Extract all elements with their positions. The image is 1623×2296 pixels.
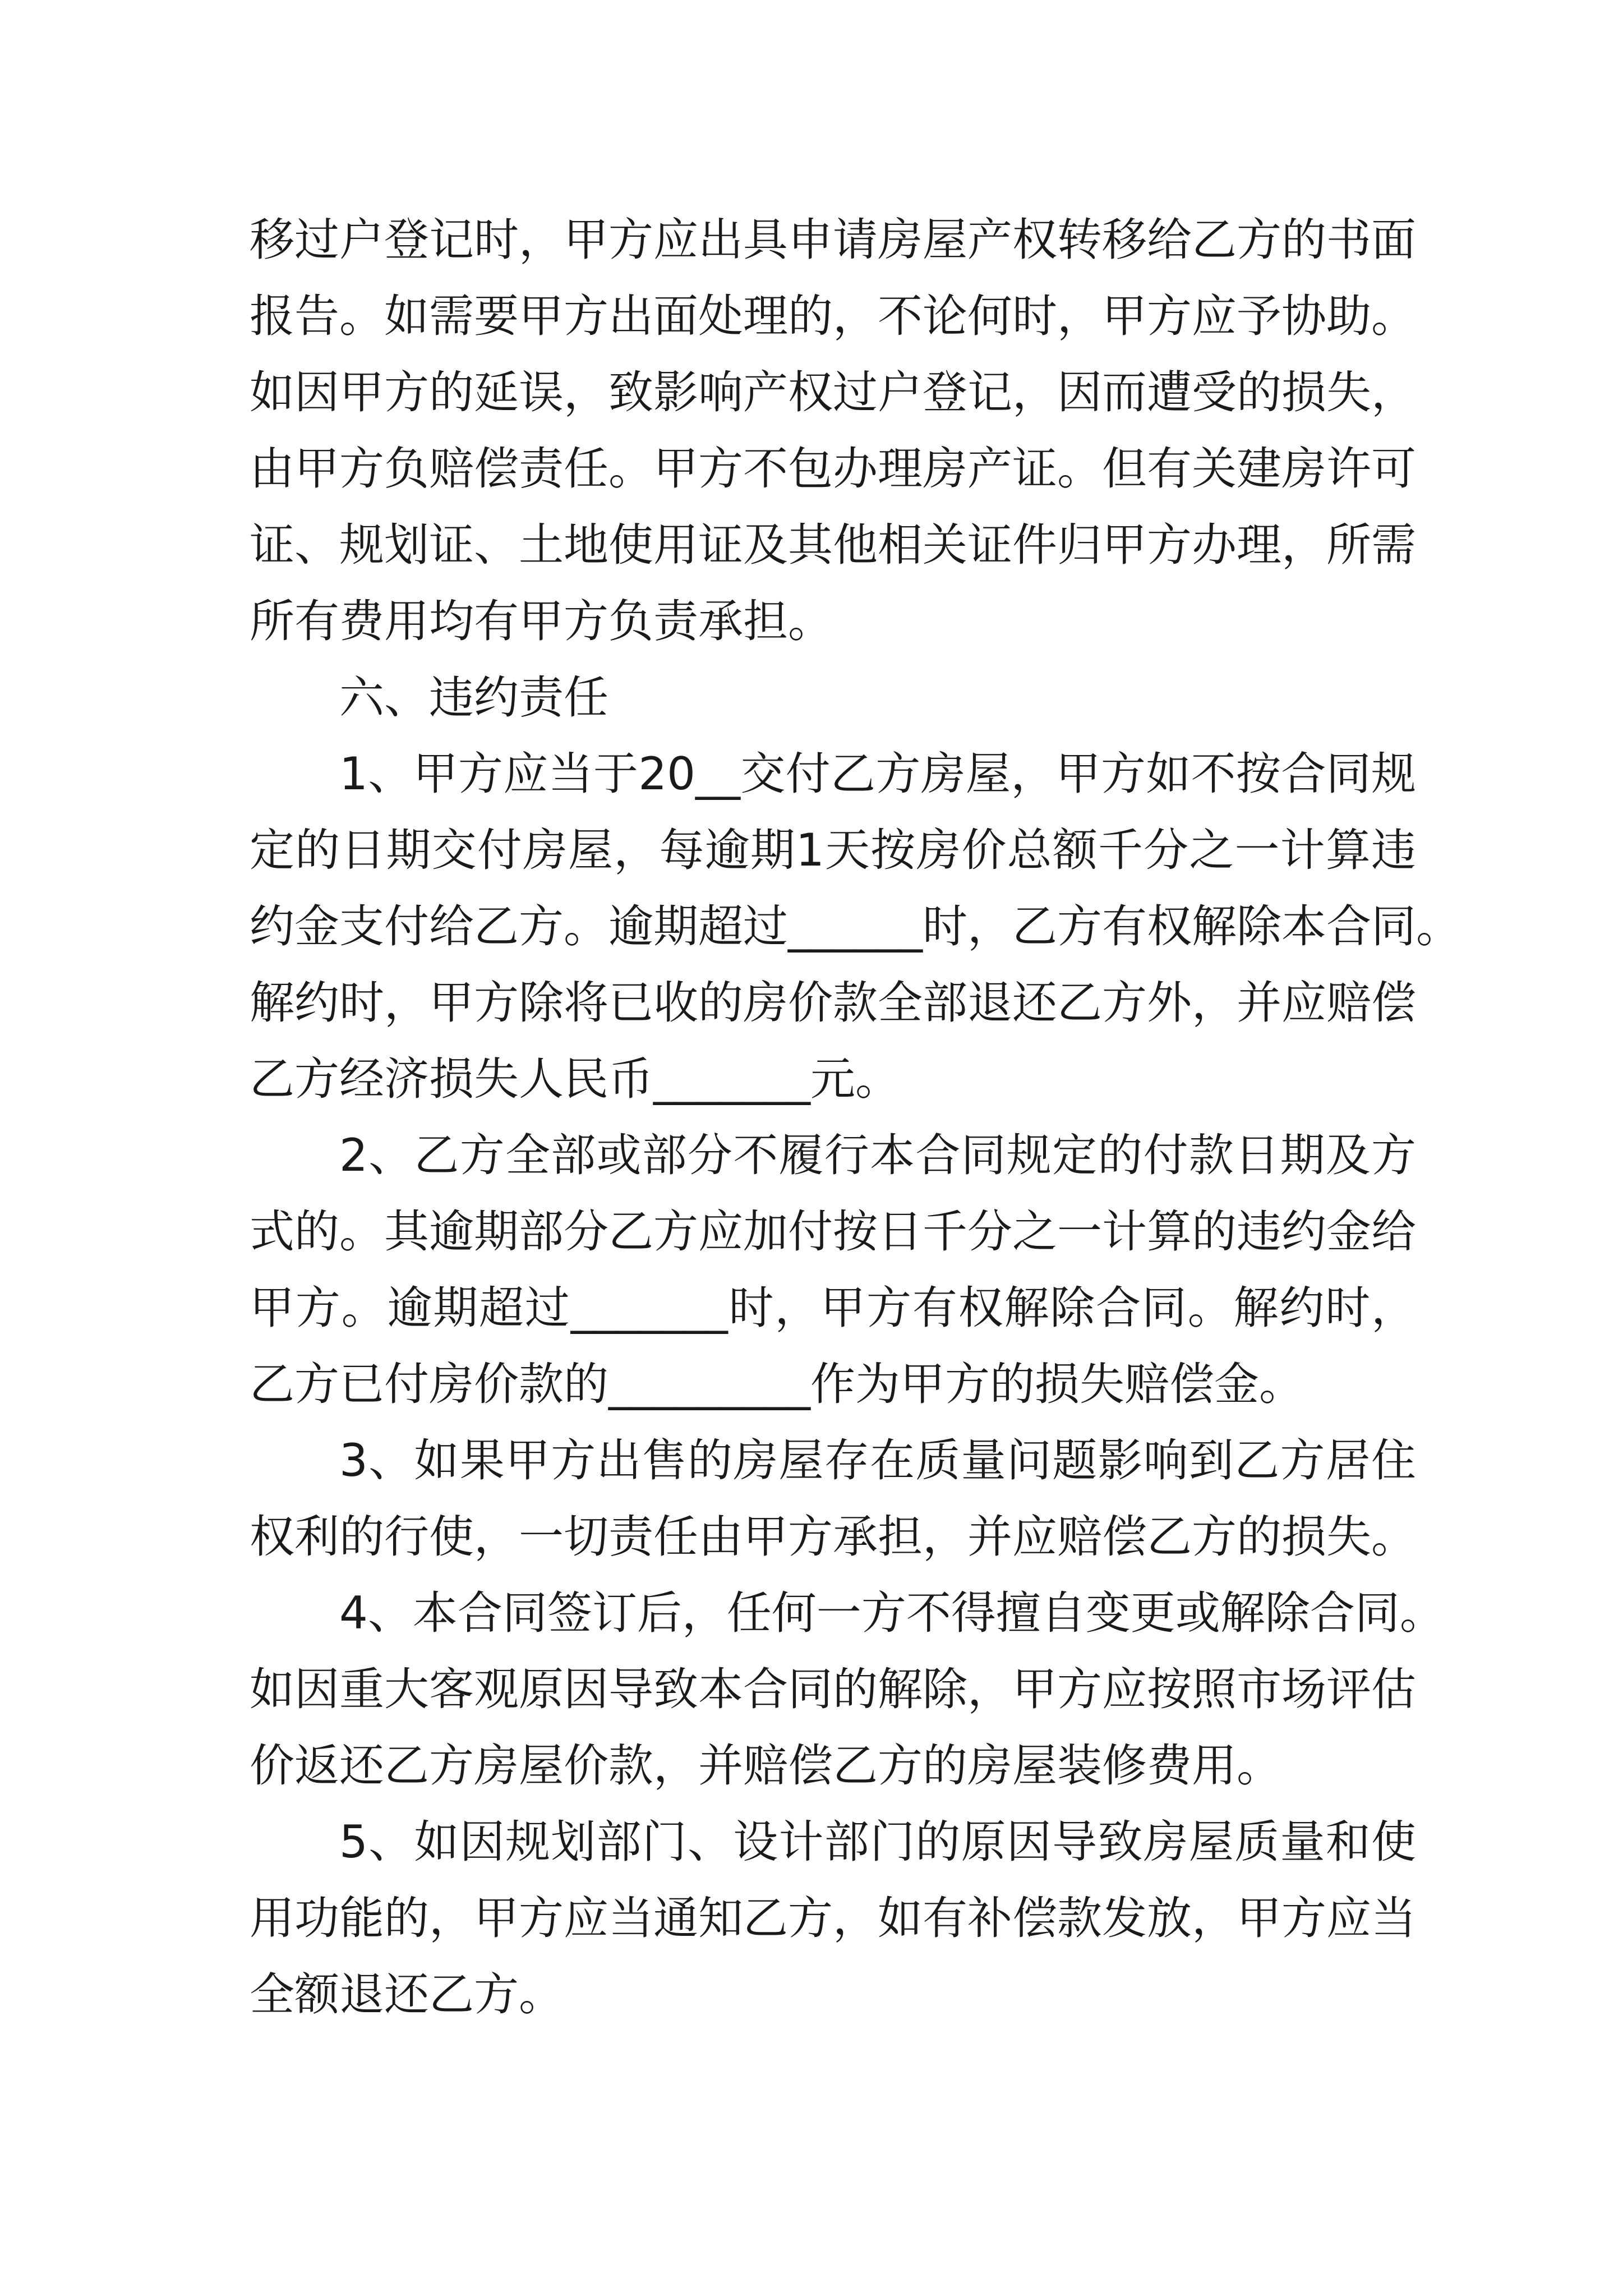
document-body [250,202,1461,2033]
text-line: 所有费用均有甲方负责承担。 [250,595,833,647]
text-line: 3、如果甲方出售的房屋存在质量问题影响到乙方居住 [339,1434,1416,1487]
paragraph-continuation [250,202,1416,660]
text-line: 甲方。逾期超过_______时，甲方有权解除合同。解约时， [250,1282,1416,1334]
text-line: 证、规划证、土地使用证及其他相关证件归甲方办理，所需 [250,519,1416,571]
clause-2 [250,1117,1416,1423]
text-line: 解约时，甲方除将已收的房价款全部退还乙方外，并应赔偿 [250,977,1416,1029]
text-line: 乙方已付房价款的_________作为甲方的损失赔偿金。 [250,1358,1304,1410]
text-line: 权利的行使，一切责任由甲方承担，并应赔偿乙方的损失。 [250,1511,1416,1563]
text-line: 价返还乙方房屋价款，并赔偿乙方的房屋装修费用。 [250,1740,1281,1792]
clause-4 [250,1575,1445,1804]
clause-3 [250,1423,1416,1575]
text-line: 由甲方负赔偿责任。甲方不包办理房产证。但有关建房许可 [250,443,1416,495]
text-line: 全额退还乙方。 [250,1968,564,2021]
text-line: 报告。如需要甲方出面处理的，不论何时，甲方应予协助。 [250,290,1416,342]
text-line: 移过户登记时，甲方应出具申请房屋产权转移给乙方的书面 [250,214,1416,266]
text-line: 式的。其逾期部分乙方应加付按日千分之一计算的违约金给 [250,1205,1416,1258]
clause-1 [250,736,1461,1117]
text-line: 5、如因规划部门、设计部门的原因导致房屋质量和使 [339,1816,1416,1868]
text-line: 如因重大客观原因导致本合同的解除，甲方应按照市场评估 [250,1663,1416,1715]
text-line: 4、本合同签订后，任何一方不得擅自变更或解除合同。 [339,1587,1445,1639]
text-line: 乙方经济损失人民币_______元。 [250,1053,900,1105]
text-line: 1、甲方应当于20__交付乙方房屋，甲方如不按合同规 [339,748,1416,800]
text-line: 如因甲方的延误，致影响产权过户登记，因而遭受的损失， [250,366,1416,418]
text-line: 用功能的，甲方应当通知乙方，如有补偿款发放，甲方应当 [250,1892,1416,1944]
section-heading: 六、违约责任 [339,671,608,724]
clause-5 [250,1804,1416,2033]
text-line: 2、乙方全部或部分不履行本合同规定的付款日期及方 [339,1129,1416,1181]
text-line: 定的日期交付房屋，每逾期1天按房价总额千分之一计算违 [250,824,1416,876]
text-line: 约金支付给乙方。逾期超过______时，乙方有权解除本合同。 [250,900,1461,953]
